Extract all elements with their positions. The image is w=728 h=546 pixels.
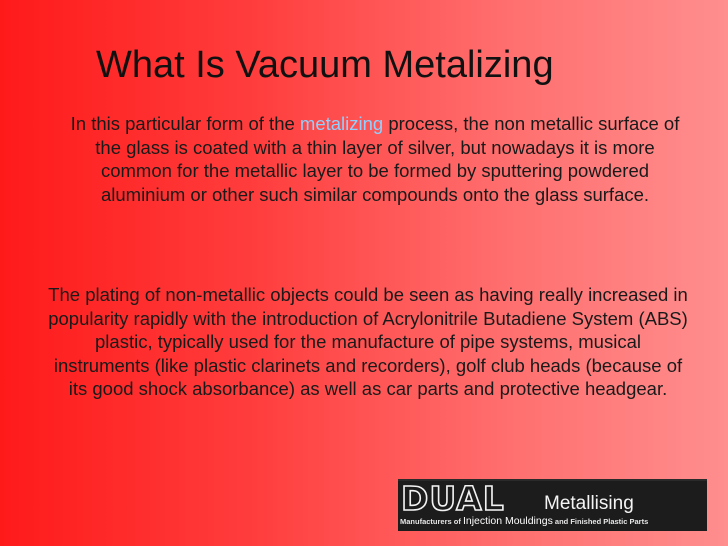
paragraph-text-end: process, the non metallic surface of the glass is coated with a thin layer of silver, but nowadays it is more common for the metallic layer to be formed by sputtering powdered aluminium or other such similar compounds onto the glass surface. — [95, 113, 680, 205]
logo-tagline — [400, 516, 648, 527]
logo-tagline-emphasis: Injection Mouldings — [462, 515, 553, 527]
logo-brand: DUAL — [401, 479, 505, 518]
logo-tagline-suffix: and Finished Plastic Parts — [552, 517, 649, 526]
dual-metallising-logo — [398, 479, 707, 531]
paragraph-metalizing-process — [60, 112, 690, 206]
slide-title: What Is Vacuum Metalizing — [96, 44, 554, 86]
paragraph-plating-history: The plating of non-metallic objects could be seen as having really increased in popularity rapidly with the introduction of Acrylonitrile Butadiene System (ABS) plastic, typically used for the manufacture of pipe systems, musical instruments (like plastic clarinets and recorders), golf club heads (because of its good shock absorbance) as well as car parts and protective headgear. — [48, 284, 688, 399]
paragraph-text-start: In this particular form of the — [70, 113, 300, 134]
logo-tagline-prefix: Manufacturers of — [400, 517, 463, 526]
metalizing-link[interactable]: metalizing — [299, 113, 384, 134]
logo-word: Metallising — [544, 493, 634, 514]
